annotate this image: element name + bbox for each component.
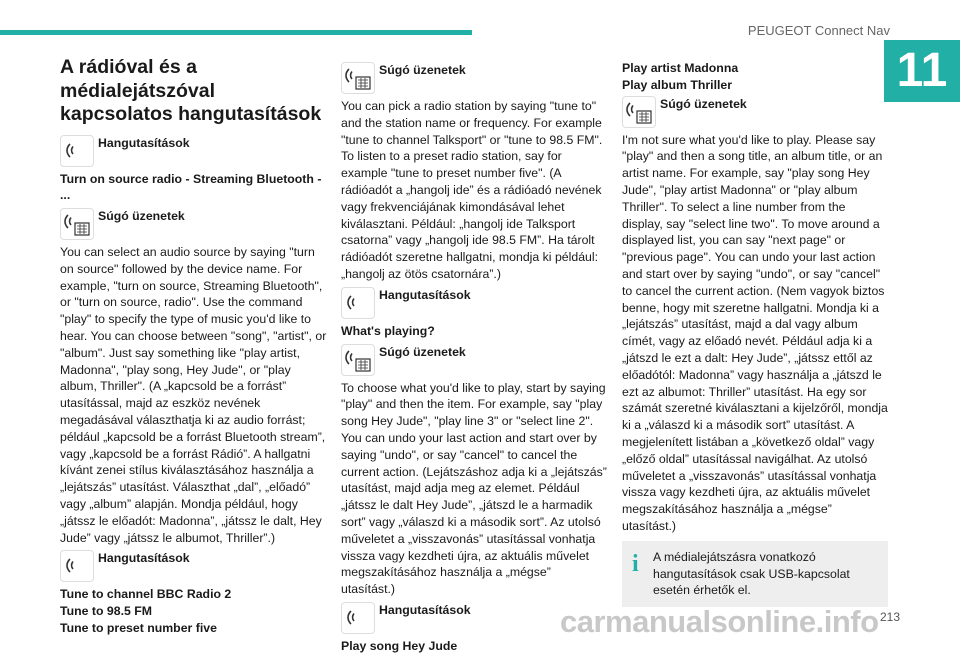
- column-3: [622, 60, 888, 607]
- voice-commands-heading: [60, 550, 328, 582]
- command-text: Tune to channel BBC Radio 2: [60, 587, 232, 602]
- heading-label: Súgó üzenetek: [660, 96, 747, 111]
- voice-commands-heading: [341, 287, 607, 319]
- help-text: You can select an audio source by saying "turn on source" followed by the device name. For example, "turn on source, Streaming Bluetooth", or "turn on source, radio". Use the command "play" to specify the type of music you'd like to hear. You can choose between "song", "artist", or "album". Just say something like "play artist, Madonna", "play song, Hey Jude", or "play album, Thriller". (A „kapcsold be a forrást” utasítással, majd az eszköz nevének megadásával választhatja ki az audio forrást; például „kapcsold be a forrást Bluetooth stream”, vagy „kapcsold be a forrást Rádió”. A hallgatni kívánt zenei stílus kiválasztásához használja a „lejátszás” utasítást. Választhat „dal”, „előadó” vagy „album” alapján. Mondja például, hogy „játssz le előadót: Madonna”, „játssz le dalt, Hey Jude” vagy „játssz le albumot, Thriller”.): [60, 245, 327, 545]
- info-note-text: A médialejátszásra vonatkozó hangutasítások csak USB-kapcsolat esetén érhetők el.: [653, 549, 850, 598]
- heading-label: Súgó üzenetek: [379, 63, 466, 77]
- heading-label: Hangutasítások: [379, 602, 471, 617]
- header-accent-bar: [0, 30, 472, 35]
- voice-commands-heading: [60, 135, 328, 167]
- voice-command-icon: [60, 135, 94, 167]
- help-messages-heading: [341, 62, 607, 94]
- column-1: [60, 56, 328, 637]
- voice-command-icon: [60, 550, 94, 582]
- heading-label: Hangutasítások: [98, 551, 190, 566]
- help-text: You can pick a radio station by saying "tune to" and the station name or frequency. For example "tune to channel Talksport" or "tune to 98.5 FM". To listen to a preset radio station, say for example "tune to preset number five". (A rádióadót a „hangolj ide” és a rádióadó nevének vagy frekvenciájának kimondásával lehet kiválasztani. Például: „hangolj ide Talksport csatorna” vagy „hangolj ide 98.5 FM”. Ha tárolt rádióadót szeretne hallgatni, mondja ki például: „hangolj az ötös csatornára”.): [341, 99, 603, 281]
- column-2: [341, 60, 607, 659]
- command-text: Turn on source radio - Streaming Bluetooth - ...: [60, 171, 322, 203]
- heading-label: Hangutasítások: [98, 135, 190, 150]
- header-title: PEUGEOT Connect Nav: [747, 23, 890, 38]
- voice-help-icon: [341, 344, 375, 376]
- voice-command-icon: [341, 602, 375, 634]
- help-text: I'm not sure what you'd like to play. Please say "play" and then a song title, an album title, or an artist name. For example, say "play song Hey Jude", "play artist Madonna" or "play album Thriller". To select a line number from the display, say "select line two". To move around a displayed list, you can say "next page" or "previous page". You can undo your last action and start over by saying "undo", or say "cancel" to cancel the current action. (Nem vagyok biztos benne, hogy mit szeretne hallgatni. Mondja ki a „lejátszás” utasítást, majd a dal vagy album címét, vagy az előadó nevét. Például adja ki a „játszd le ezt a dalt: Hey Jude”, „játssz ettől az előadótól: Madonna” vagy használja a „játszd le ezt az albumot: Thriller” utasítást. Ha egy sor számát szeretné kiválasztani a kijelzőről, mondja ki a „válaszd ki a második sort” utasítást. A megjelenített listában a „következő oldal” vagy „előző oldal” utasítással navigálhat. Az utolsó műveletet a „visszavonás” utasítással vonhatja vissza vagy kezdheti újra, az aktuális művelet megszakításához használja a „mégse” utasítást.): [622, 132, 888, 533]
- heading-label: Súgó üzenetek: [379, 344, 466, 359]
- watermark: carmanualsonline.info: [560, 604, 879, 639]
- heading-label: Súgó üzenetek: [98, 209, 185, 224]
- section-title: A rádióval és a médialejátszóval kapcsolatos hangutasítások: [60, 56, 322, 125]
- voice-help-icon: [341, 62, 375, 94]
- help-messages-heading: [622, 96, 888, 128]
- command-text: Tune to 98.5 FM: [60, 604, 153, 619]
- help-messages-heading: [60, 208, 328, 240]
- help-text: To choose what you'd like to play, start by saying "play" and then the item. For example, say "play song Hey Jude", "play line 3" or "select line 2". You can undo your last action and start over by saying "undo", or say "cancel" to cancel the current action. (Lejátszáshoz adja ki a „lejátszás” utasítást, majd adja meg az elemet. Például „játssz le dalt Hey Jude”, „játszd le a harmadik sort” vagy „válaszd ki a második sort”. Az utolsó műveletet a „visszavonás” utasítással vonhatja vissza vagy kezdheti újra, az aktuális művelet megszakításához használja a „mégse” utasítást.): [341, 380, 607, 597]
- command-text: Tune to preset number five: [60, 621, 217, 636]
- voice-help-icon: [622, 96, 656, 128]
- command-text: What's playing?: [341, 323, 435, 338]
- command-text: Play song Hey Jude: [341, 638, 458, 653]
- chapter-number: 11: [884, 40, 960, 102]
- heading-label: Hangutasítások: [379, 287, 471, 302]
- voice-help-icon: [60, 208, 94, 240]
- info-note: [622, 541, 888, 607]
- command-text: Play album Thriller: [622, 77, 733, 92]
- page-number: 213: [880, 610, 901, 624]
- help-messages-heading: [341, 344, 607, 376]
- info-icon: i: [632, 550, 639, 577]
- command-text: Play artist Madonna: [622, 61, 739, 75]
- voice-command-icon: [341, 287, 375, 319]
